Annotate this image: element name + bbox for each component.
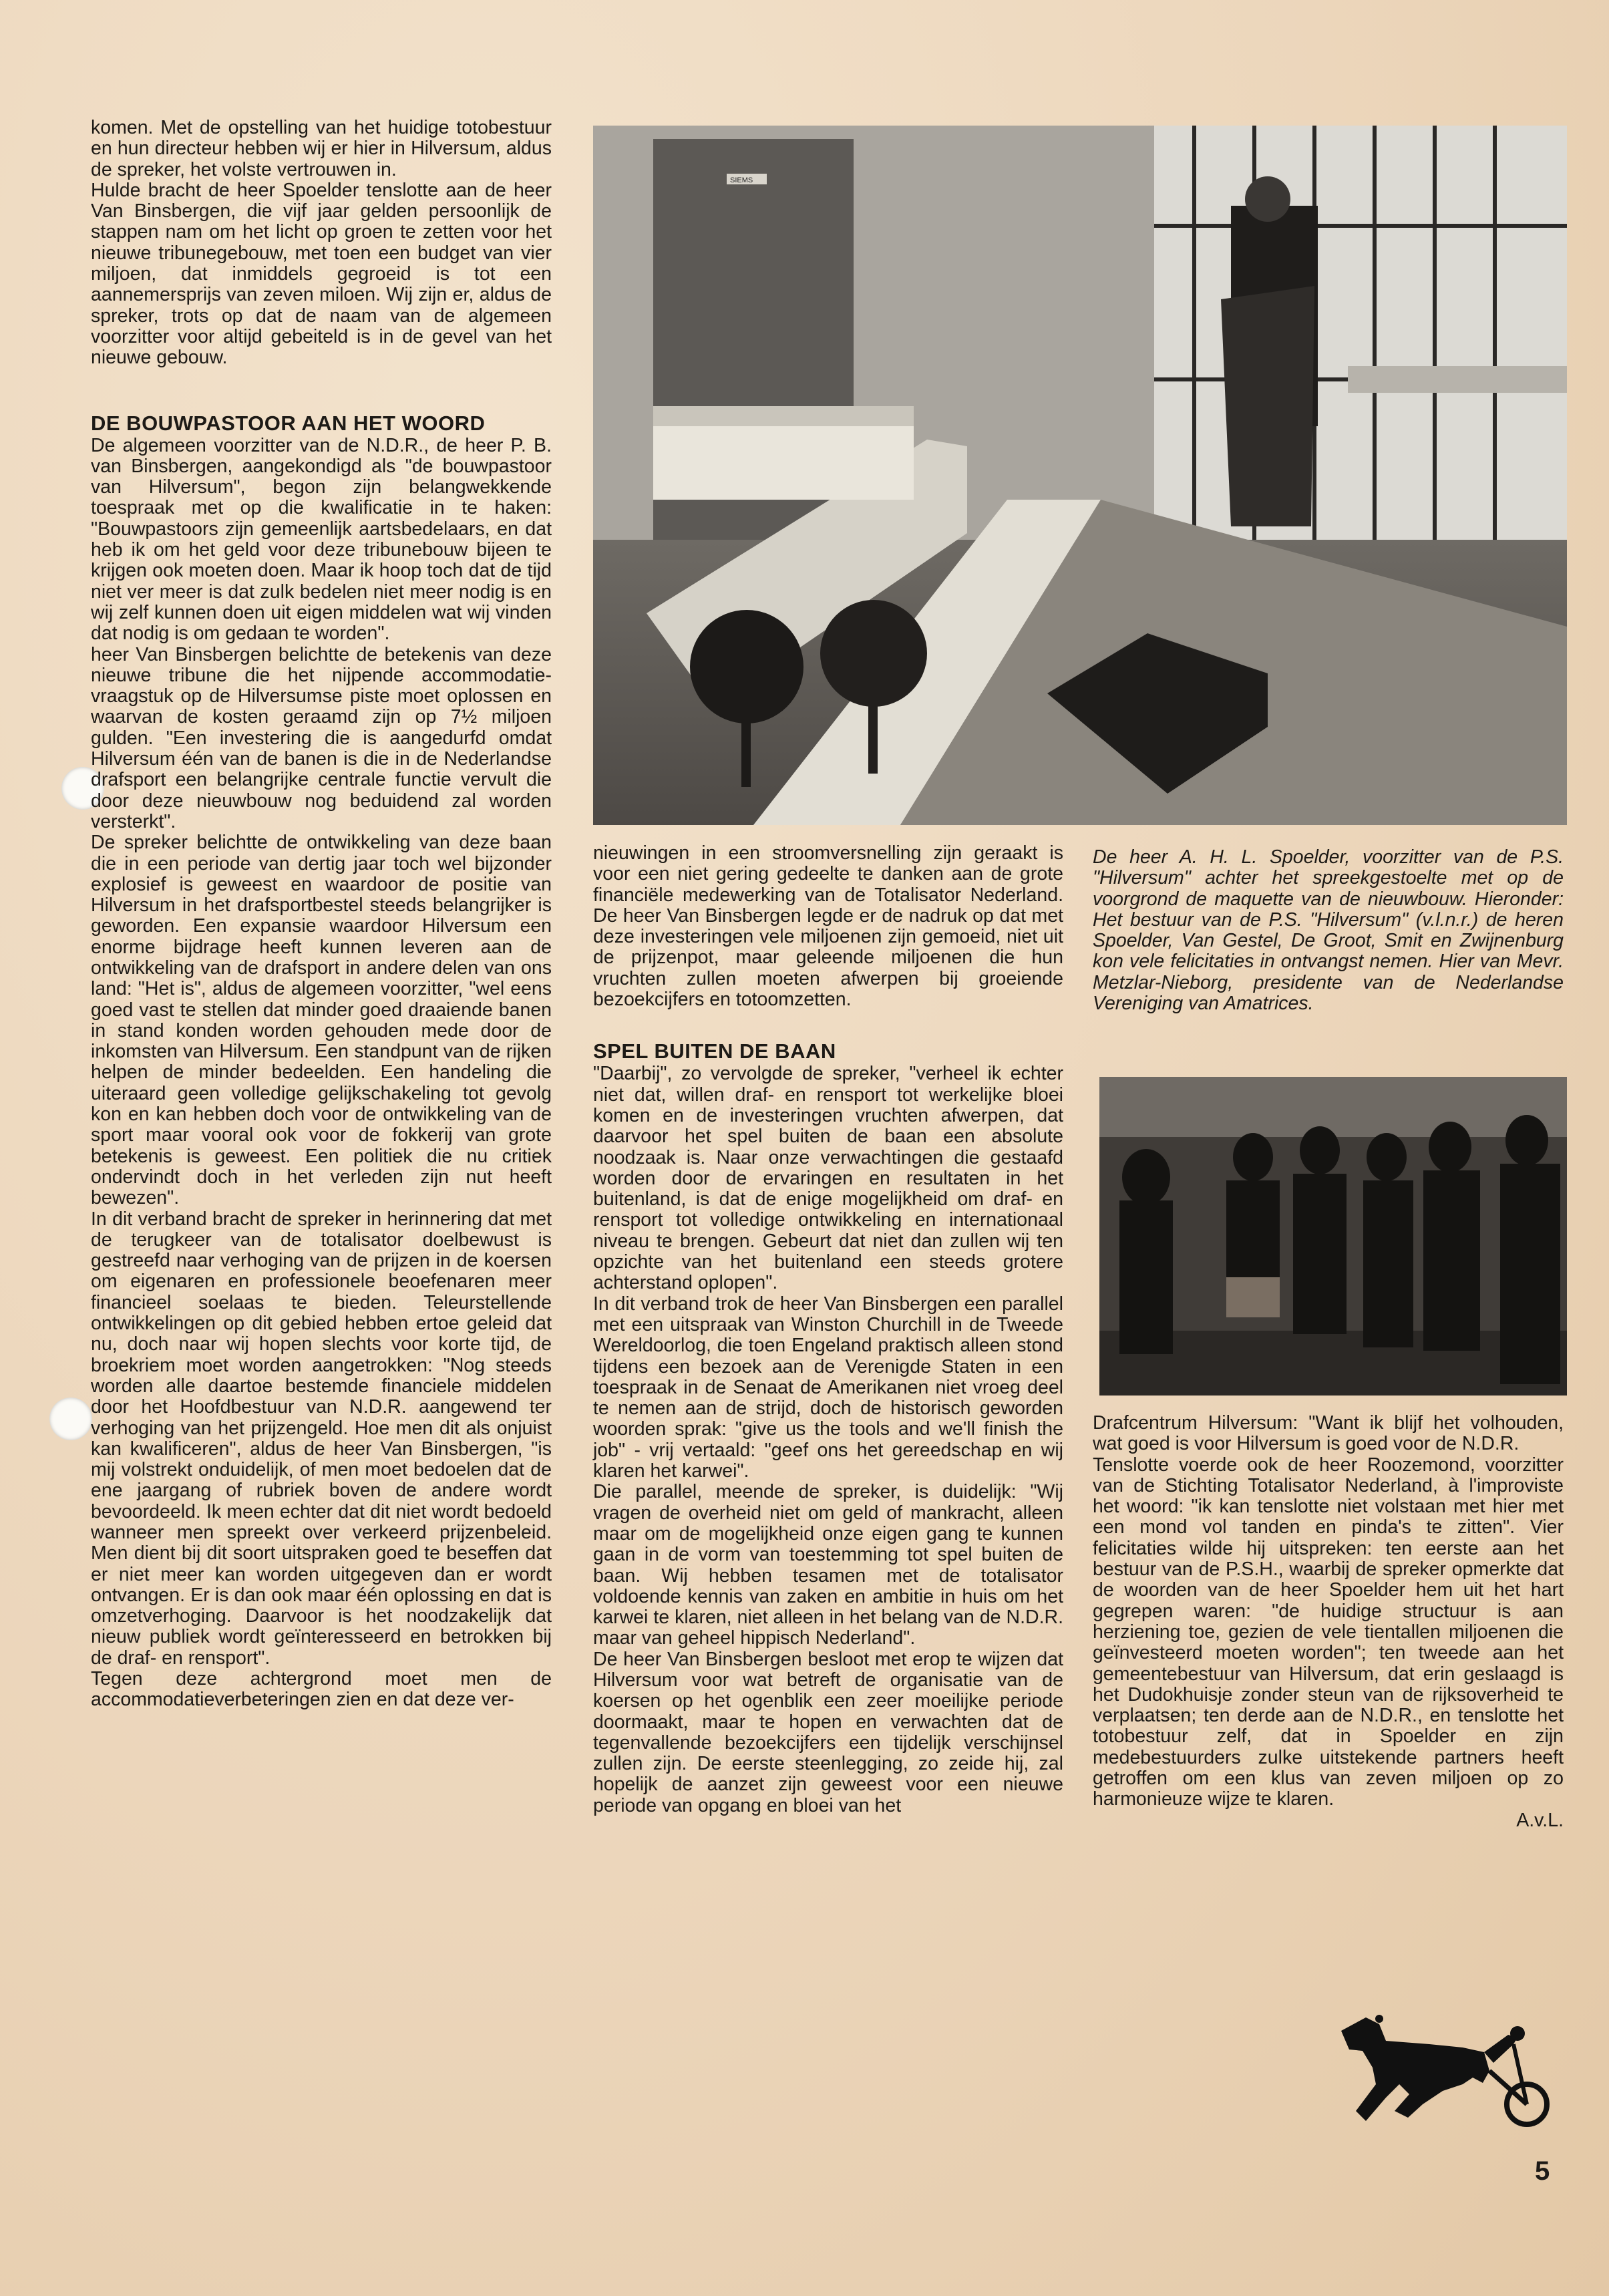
caption-text: De heer A. H. L. Spoelder, voorzitter van de P.S. "Hilversum" achter het spreekgestoelte met op de voorgrond de maquette van de nieuwbouw. Hieronder: Het bestuur van de P.S. "Hilversum" (v.l.n.r.) de heren Spoelder, Van Gestel, De Groot, Smit en Zwijnenburg kon vele felicitaties in ontvangst nemen. Hier van Mevr. Metzlar-Nieborg, presidente van de Nederlandse Vereniging van Amatrices. (1093, 846, 1564, 1015)
paragraph: In dit verband trok de heer Van Binsbergen een parallel met een uitspraak van Winston Churchill in de Tweede Wereldoorlog, die toen Engeland praktisch alleen stond tijdens een bezoek aan de Verenigde Staten in een toespraak in de Senaat de Amerikanen niet vroeg deel te nemen aan de strijd, doch de historisch geworden woorden sprak: "give us the tools and we'll finish the job" - vrij vertaald: "geef ons het gereedschap en wij klaren het karwei". (593, 1293, 1063, 1482)
paragraph: In dit verband bracht de spreker in herinnering dat met de terugkeer van de totalisator doelbewust is gestreefd naar verhoging van de prijzen in de koersen om eigenaren en professionele beoefenaren meer financieel soelaas te bieden. Teleurstellende ontwikkelingen op dit gebied hebben ertoe geleid dat nu, doch naar wij hopen slechts voor korte tijd, de broekriem moet worden aangetrokken: "Nog steeds worden alle daartoe bestemde financiele middelen door het Hoofdbestuur van N.D.R. aangewend ter verhoging van het prijzengeld. Hoe men dit als onjuist kan kwalificeren", aldus de heer Van Binsbergen, "is mij volstrekt onduidelijk, of men moet bedoelen dat de ene jaargang of rubriek boven de andere wordt bevoordeeld. Ik meen echter dat dit niet wordt bedoeld wanneer men spreekt over verkeerd prijzenbeleid. Men dient bij dit soort uitspraken goed te beseffen dat er niet meer kan worden uitgegeven dan er wordt ontvangen. Er is dan ook maar één oplossing en dat is omzetverhoging. Daarvoor is het noodzakelijk dat nieuw publiek wordt geïnteresseerd en betrokken bij de draf- en rensport". (91, 1208, 552, 1669)
column-left (91, 118, 552, 1711)
trotter-horse-logo (1329, 2004, 1550, 2138)
paragraph: nieuwingen in een stroomversnelling zijn geraakt is voor een niet gering gedeelte te danken aan de grote financiële medewerking van de Totalisator Nederland. De heer Van Binsbergen legde er de nadruk op dat met deze investeringen vele miljoenen zijn gemoeid, niet uit de prijzenpot, maar geleende miljoenen die hun vruchten zullen moeten afwerpen bij groeiende bezoekcijfers en totoomzetten. (593, 842, 1063, 1011)
paragraph: Hulde bracht de heer Spoelder tenslotte aan de heer Van Binsbergen, die vijf jaar gelden persoonlijk de stappen nam om het licht op groen te zetten voor het nieuwe tribunegebouw, met toen een budget van vier miljoen, dat inmiddels gegroeid is tot een aannemersprijs van zeven miloen. Wij zijn er, aldus de spreker, trots op dat de naam van de algemeen voorzitter voor altijd gebeiteld is in de gevel van het nieuwe gebouw. (91, 179, 552, 369)
section-heading: SPEL BUITEN DE BAAN (593, 1039, 836, 1063)
paragraph: Tenslotte voerde ook de heer Roozemond, voorzitter van de Stichting Totalisator Nederland, à l'improviste het woord: "ik kan tenslotte niet volstaan met hier met een mond vol tanden en pinda's te zitten". Vier felicitaties wilde hij uitspreken: ten eerste aan het bestuur van de P.S.H., waarbij de spreker opmerkte dat de woorden van de heer Spoelder hem uit het hart gegrepen waren: "de huidige structuur is aan herziening toe, gezien de vele tientallen miljoenen die geïnvesteerd moeten worden"; ten tweede aan het gemeentebestuur van Hilversum, dat erin geslaagd is het Dudokhuisje zonder steun van de rijksoverheid te verplaatsen; ten derde aan de N.D.R., en tenslotte het totobestuur zelf, dat in Spoelder en zijn medebestuurders zulke uitstekende partners heeft getroffen om een klus van zeven miljoen op zo harmonieuze wijze te klaren. (1093, 1454, 1564, 1810)
photo-speaker-maquette (593, 126, 1567, 825)
column-middle (593, 843, 1063, 1816)
author-signature: A.v.L. (1516, 1809, 1564, 1831)
photo-caption (1093, 847, 1564, 1014)
punch-hole-bottom (49, 1398, 92, 1440)
photo-board-congratulations (1099, 1077, 1567, 1396)
photo-speaker-illustration (593, 126, 1567, 825)
paragraph: De heer Van Binsbergen besloot met erop te wijzen dat Hilversum voor wat betreft de organisatie van de koersen op het ogenblik een zeer moeilijke periode doormaakt, maar te hopen en verwachten dat de tegenvallende bezoekcijfers een tijdelijk verschijnsel zullen zijn. De eerste steenlegging, zo zeide hij, zal hopelijk de aanzet zijn geweest voor een nieuwe periode van opgang en bloei van het (593, 1648, 1063, 1816)
paragraph: "Daarbij", zo vervolgde de spreker, "verheel ik echter niet dat, willen draf- en rensport tot werkelijke bloei komen en de investeringen vruchten afwerpen, dat daarvoor het spel buiten de baan een absolute noodzaak is. Naar onze verwachtingen die gestaafd worden door de ervaringen en resultaten in het buitenland, is dat de enige mogelijkheid om draf- en rensport tot volledige ontwikkeling en internationaal niveau te brengen. Gebeurt dat niet dan zullen wij ten opzichte van het buitenland een steeds grotere achterstand oplopen". (593, 1063, 1063, 1294)
page-number: 5 (1535, 2156, 1550, 2186)
paragraph: Drafcentrum Hilversum: "Want ik blijf het volhouden, wat goed is voor Hilversum is goed voor de N.D.R. (1093, 1412, 1564, 1455)
section-heading: DE BOUWPASTOOR AAN HET WOORD (91, 411, 486, 435)
column-right (1093, 1413, 1564, 1831)
paragraph: De algemeen voorzitter van de N.D.R., de heer P. B. van Binsbergen, aangekondigd als "de bouwpastoor van Hilversum", begon zijn belangwekkende toespraak met op die kwalificatie in te haken: "Bouwpastoors zijn gemeenlijk aartsbedelaars, en dat heb ik om het geld voor deze tribunebouw bijeen te krijgen ook moeten doen. Maar ik hoop toch dat de tijd niet ver meer is dat zulk bedelen niet meer nodig is en wij zelf kunnen doen uit eigen middelen wat wij vinden dat nodig is om gedaan te worden". (91, 434, 552, 645)
paragraph: heer Van Binsbergen belichtte de betekenis van deze nieuwe tribune die het nijpende accommodatie-vraagstuk op de Hilversumse piste moet oplossen en waarvan de kosten geraamd zijn op 7½ miljoen gulden. "Een investering die is aangedurfd omdat Hilversum één van de banen is die in de Nederlandse drafsport een belangrijke centrale functie vervult die door deze nieuwbouw nog beduidend zal worden versterkt". (91, 643, 552, 832)
horse-sulky-icon (1329, 2004, 1550, 2138)
paragraph: komen. Met de opstelling van het huidige totobestuur en hun directeur hebben wij er hier in Hilversum, aldus de spreker, het volste vertrouwen in. (91, 117, 552, 180)
paragraph: Die parallel, meende de spreker, is duidelijk: "Wij vragen de overheid niet om geld of mankracht, alleen maar om de mogelijkheid onze eigen gang te kunnen gaan in de vorm van toestemming tot spel buiten de baan. Wij hebben tesamen met de totalisator voldoende kennis van zaken en ambitie in huis om het karwei te klaren, niet alleen in het belang van de N.D.R. maar van geheel hippisch Nederland". (593, 1481, 1063, 1649)
paragraph: Tegen deze achtergrond moet men de accommodatieverbeteringen zien en dat deze ver- (91, 1668, 552, 1711)
paragraph: De spreker belichtte de ontwikkeling van deze baan die in een periode van dertig jaar toch wel bijzonder explosief is geweest en waardoor de positie van Hilversum in het drafsportbestel steeds belangrijker is geworden. Een expansie waardoor Hilversum een enorme bijdrage heeft kunnen leveren aan de ontwikkeling van de drafsport in andere delen van ons land: "Het is", aldus de algemeen voorzitter, "wel eens goed vast te stellen dat minder goed draaiende banen in stand konden worden gehouden mede door de inkomsten van Hilversum. Een standpunt van de rijken helpen de minder bedeelden. Een handeling die uiteraard geen volledige gelijkschakeling tot gevolg kon en kan hebben doch voor de ontwikkeling van de sport maar vooral ook voor de fokkerij van grote betekenis is geweest. Een politiek die nu critiek ondervindt doch in het verleden zijn nut heeft bewezen". (91, 832, 552, 1209)
photo-group-illustration (1099, 1077, 1567, 1396)
door-sign: SIEMS (730, 176, 753, 184)
